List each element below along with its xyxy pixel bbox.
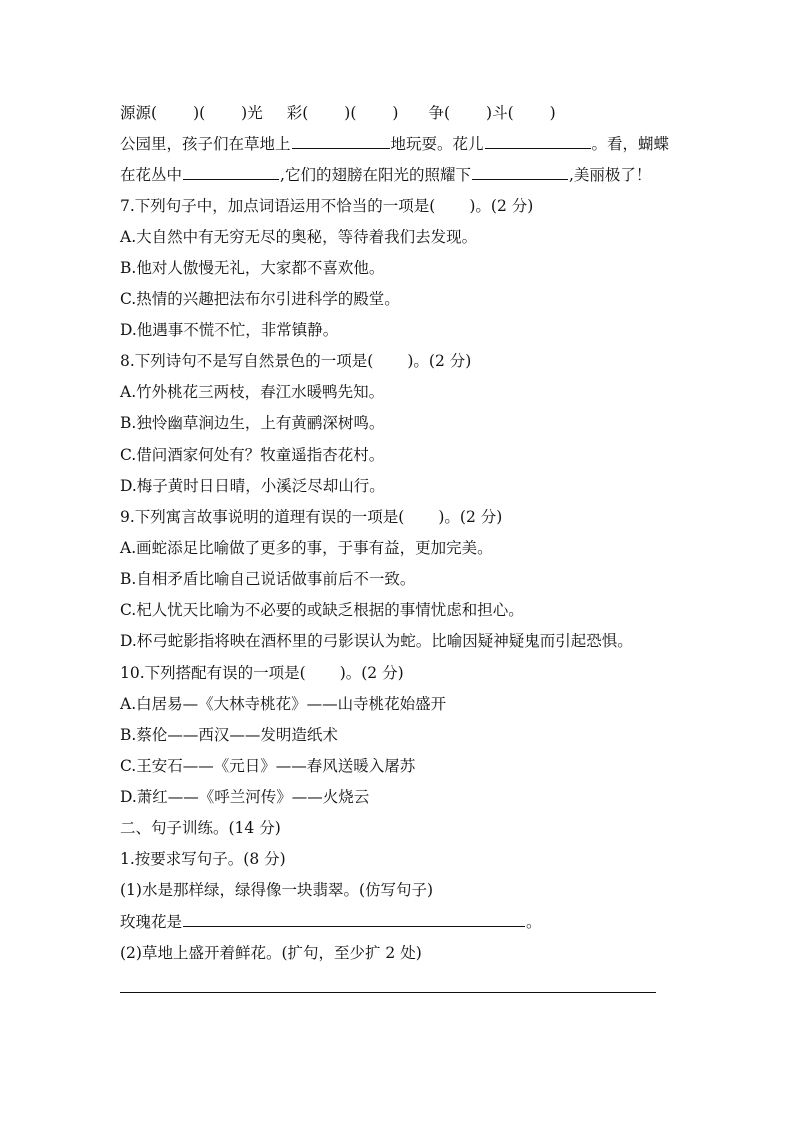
option-b[interactable]: B.蔡伦——西汉——发明造纸术 [120, 726, 338, 744]
word-fill-text: 争( [428, 104, 451, 122]
answer-line[interactable] [120, 992, 656, 993]
option-c[interactable]: C.王安石——《元日》——春风送暖入屠苏 [120, 757, 416, 775]
option-c[interactable]: C.杞人忧天比喻为不必要的或缺乏根据的事情忧虑和担心。 [120, 601, 524, 619]
option-b[interactable]: B.自相矛盾比喻自己说话做事前后不一致。 [120, 570, 416, 588]
option-d[interactable]: D.梅子黄时日日晴，小溪泛尽却山行。 [120, 477, 385, 495]
option-d[interactable]: D.萧红——《呼兰河传》——火烧云 [120, 788, 370, 806]
answer-blank[interactable] [292, 134, 390, 149]
question-1-stem: 1.按要求写句子。(8 分) [120, 850, 286, 868]
question-stem-text: 8.下列诗句不是写自然景色的一项是( [120, 352, 374, 370]
passage-text: 在花丛中 [120, 166, 183, 184]
question-stem-text: )。(2 分) [407, 352, 472, 370]
passage-text: 公园里，孩子们在草地上 [120, 135, 291, 153]
option-a[interactable]: A.竹外桃花三两枝，春江水暖鸭先知。 [120, 383, 385, 401]
sub-question-1-answer-line [120, 912, 542, 932]
question-9-stem [120, 507, 502, 527]
passage-text: 。看，蝴蝶 [591, 135, 670, 153]
answer-suffix-text: 。 [526, 913, 542, 931]
option-a[interactable]: A.白居易—《大林寺桃花》——山寺桃花始盛开 [120, 695, 447, 713]
section-title: 二、句子训练。(14 分) [120, 819, 281, 837]
passage-text: ,它们的翅膀在阳光的照耀下 [280, 166, 471, 184]
word-fill-text: )斗( [486, 104, 514, 122]
question-stem-text: 10.下列搭配有误的一项是( [120, 664, 306, 682]
word-fill-text: ) [549, 104, 556, 122]
answer-prefix-text: 玫瑰花是 [120, 913, 183, 931]
answer-blank[interactable] [183, 165, 279, 180]
option-b[interactable]: B.他对人傲慢无礼，大家都不喜欢他。 [120, 259, 385, 277]
option-d[interactable]: D.杯弓蛇影指将映在酒杯里的弓影误认为蛇。比喻因疑神疑鬼而引起恐惧。 [120, 632, 633, 650]
option-c[interactable]: C.热情的兴趣把法布尔引进科学的殿堂。 [120, 290, 400, 308]
answer-blank[interactable] [485, 134, 591, 149]
answer-blank[interactable] [183, 912, 525, 927]
option-a[interactable]: A.画蛇添足比喻做了更多的事，于事有益，更加完美。 [120, 539, 493, 557]
passage-text: 地玩耍。花儿 [390, 135, 484, 153]
sub-question-1: (1)水是那样绿，绿得像一块翡翠。(仿写句子) [120, 881, 434, 899]
passage-fill-line [120, 134, 669, 154]
option-d[interactable]: D.他遇事不慌不忙，非常镇静。 [120, 321, 339, 339]
question-stem-text: )。(2 分) [469, 197, 534, 215]
option-b[interactable]: B.独怜幽草涧边生，上有黄鹂深树鸣。 [120, 414, 385, 432]
word-fill-line [120, 103, 556, 123]
word-fill-text: 源源( [120, 104, 158, 122]
question-stem-text: )。(2 分) [438, 508, 503, 526]
passage-text: ,美丽极了！ [568, 166, 652, 184]
question-7-stem [120, 196, 533, 216]
question-stem-text: )。(2 分) [339, 664, 404, 682]
question-10-stem [120, 663, 404, 683]
word-fill-text: )( [344, 104, 357, 122]
question-stem-text: 9.下列寓言故事说明的道理有误的一项是( [120, 508, 405, 526]
passage-fill-line [120, 165, 651, 185]
sub-question-2: (2)草地上盛开着鲜花。(扩句，至少扩 2 处) [120, 944, 422, 962]
word-fill-text: )( [193, 104, 206, 122]
option-c[interactable]: C.借问酒家何处有？牧童遥指杏花村。 [120, 446, 385, 464]
word-fill-text: 彩( [286, 104, 309, 122]
option-a[interactable]: A.大自然中有无穷无尽的奥秘，等待着我们去发现。 [120, 228, 478, 246]
word-fill-text: ) [392, 104, 399, 122]
answer-blank[interactable] [472, 165, 568, 180]
question-stem-text: 7.下列句子中，加点词语运用不恰当的一项是( [120, 197, 436, 215]
question-8-stem [120, 351, 471, 371]
word-fill-text: )光 [241, 104, 263, 122]
